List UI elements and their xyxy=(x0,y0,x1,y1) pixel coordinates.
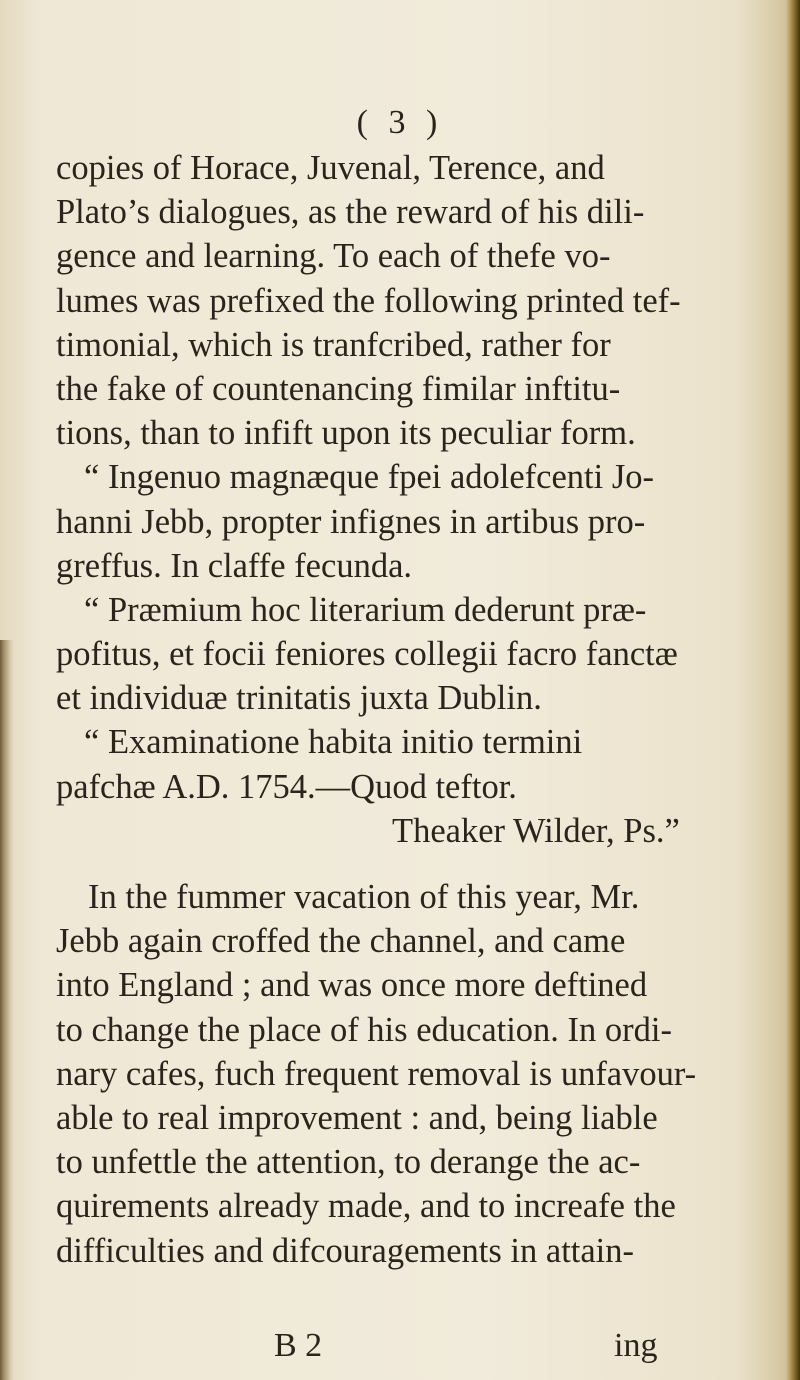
quote-line: hanni Jebb, propter infignes in artibus pro- xyxy=(56,502,646,541)
text-line: tions, than to infift upon its peculiar form. xyxy=(56,414,636,453)
quote-line: “ Examinatione habita initio termini xyxy=(84,723,583,762)
text-line: quirements already made, and to increafe the xyxy=(56,1187,676,1226)
text-line: Plato’s dialogues, as the reward of his dili- xyxy=(56,193,645,232)
catchword: ing xyxy=(614,1327,658,1364)
paragraph-gap xyxy=(56,853,756,875)
body-text xyxy=(56,146,756,1273)
quote-line: “ Præmium hoc literarium dederunt præ- xyxy=(84,590,647,629)
page-binding-shadow xyxy=(0,640,14,1380)
quote-line: “ Ingenuo magnæque fpei adolefcenti Jo- xyxy=(84,458,655,497)
text-line: into England ; and was once more deftined xyxy=(56,966,648,1005)
page-edge xyxy=(786,0,800,1380)
text-line: to change the place of his education. In ordi- xyxy=(56,1010,672,1049)
quote-line: pofitus, et focii feniores collegii facro fanctæ xyxy=(56,635,678,674)
quote-line: pafchæ A.D. 1754.—Quod teftor. xyxy=(56,767,517,806)
text-line: the fake of countenancing fimilar inftitu- xyxy=(56,369,621,408)
page-number-header: ( 3 ) xyxy=(356,104,444,141)
page-footer xyxy=(56,1327,756,1371)
text-line: copies of Horace, Juvenal, Terence, and xyxy=(56,149,605,187)
text-line: gence and learning. To each of thefe vo- xyxy=(56,237,611,276)
text-line: able to real improvement : and, being liable xyxy=(56,1098,658,1137)
text-line: In the fummer vacation of this year, Mr. xyxy=(88,878,640,916)
text-line: to unfettle the attention, to derange the ac- xyxy=(56,1143,641,1182)
text-line: difficulties and difcouragements in attain- xyxy=(56,1231,635,1270)
signature-mark: B 2 xyxy=(274,1327,323,1364)
quote-signature: Theaker Wilder, Ps.” xyxy=(392,811,680,850)
quote-line: et individuæ trinitatis juxta Dublin. xyxy=(56,679,542,718)
quote-line: greffus. In claffe fecunda. xyxy=(56,546,413,585)
text-line: lumes was prefixed the following printed tef- xyxy=(56,281,681,320)
text-line: nary cafes, fuch frequent removal is unfavour- xyxy=(56,1054,697,1093)
text-line: Jebb again croffed the channel, and came xyxy=(56,922,626,961)
text-line: timonial, which is tranfcribed, rather for xyxy=(56,325,611,364)
